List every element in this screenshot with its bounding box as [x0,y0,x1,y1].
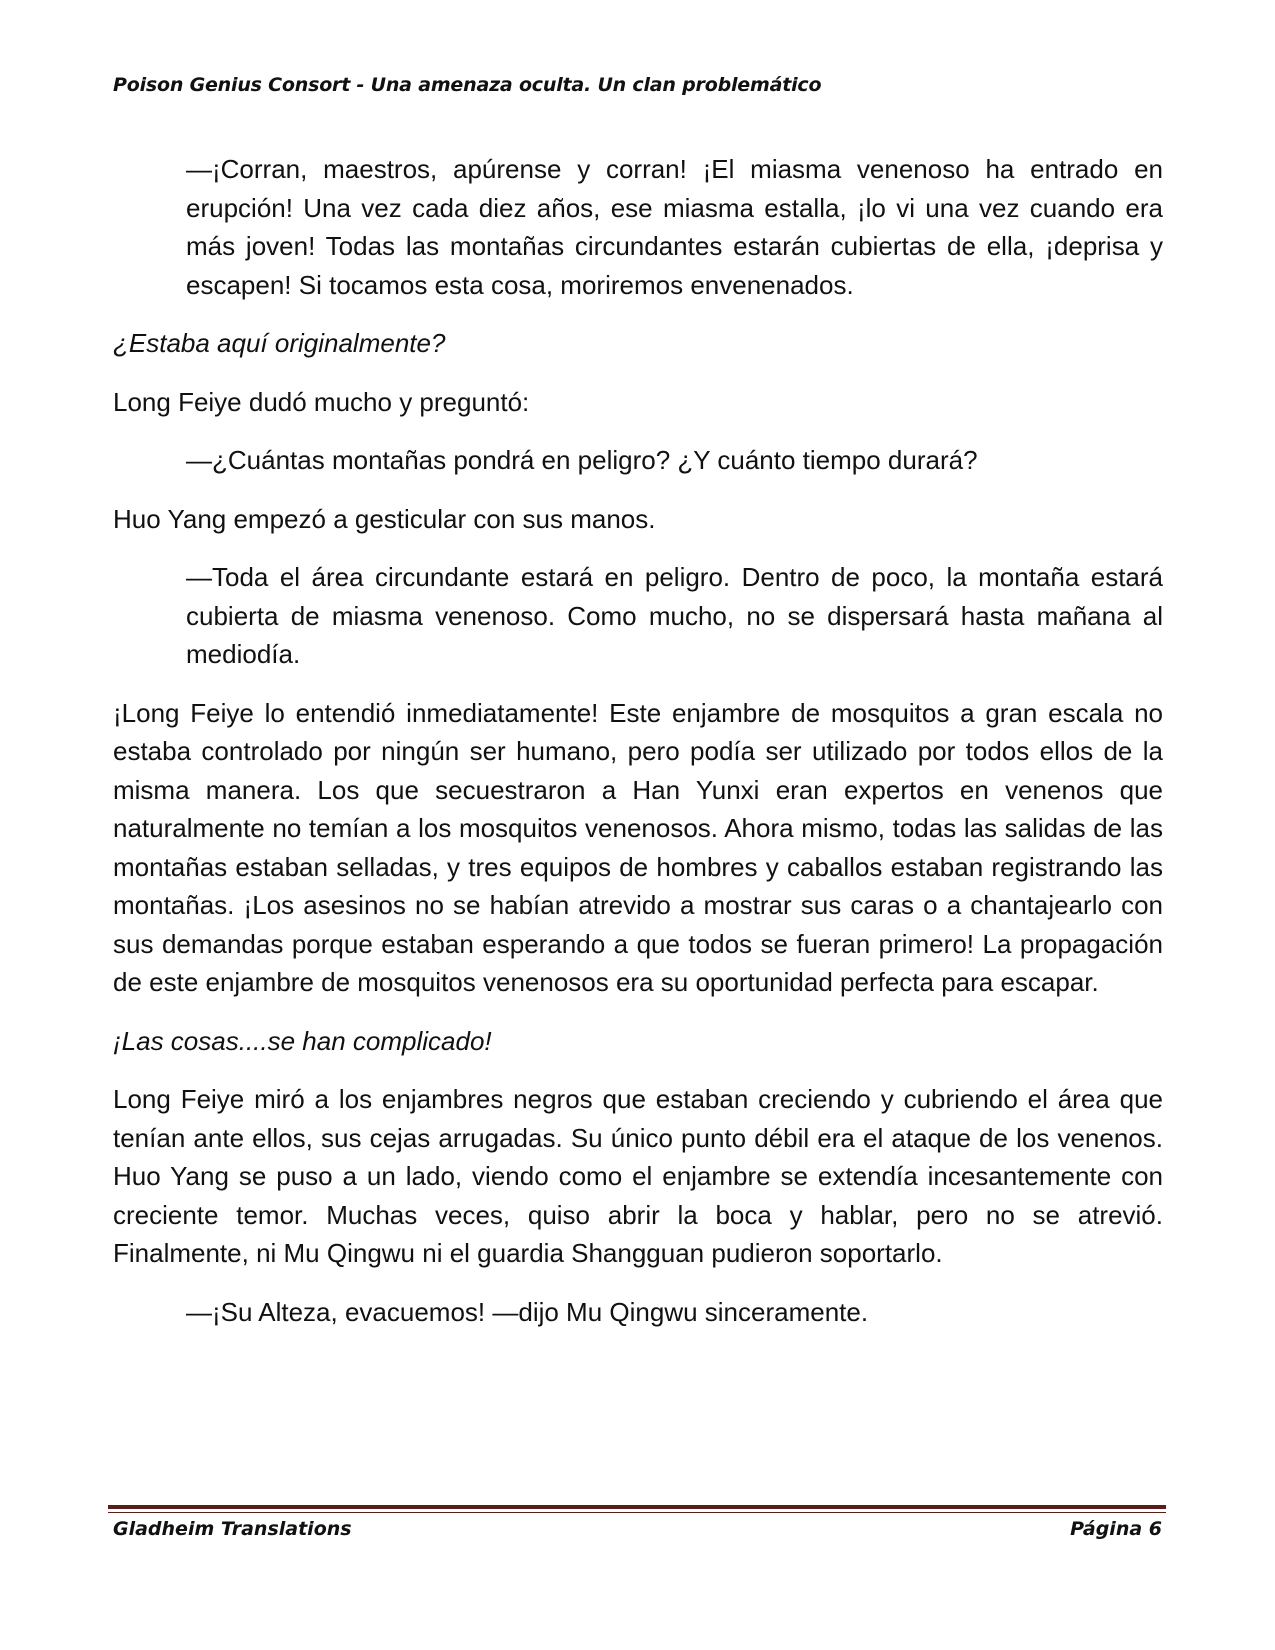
paragraph-dialogue: —¡Corran, maestros, apúrense y corran! ¡El miasma venenoso ha entrado en erupción! Una vez cada diez años, ese miasma estalla, ¡lo vi una vez cuando era más joven! Todas las montañas circundantes estarán cubiertas de ella, ¡deprisa y escapen! Si tocamos esta cosa, moriremos envenenados. [186,154,1163,300]
body-text [113,150,1163,1351]
paragraph-thought: ¿Estaba aquí originalmente? [113,328,446,358]
paragraph: Huo Yang empezó a gesticular con sus manos. [113,503,656,534]
paragraph-dialogue: —¡Su Alteza, evacuemos! —dijo Mu Qingwu sinceramente. [186,1296,869,1327]
paragraph: Long Feiye miró a los enjambres negros que estaban creciendo y cubriendo el área que tenían ante ellos, sus cejas arrugadas. Su único punto débil era el ataque de los venenos. Huo Yang se puso a un lado, viendo como el enjambre se extendía incesantemente con creciente temor. Muchas veces, quiso abrir la boca y hablar, pero no se atrevió. Finalmente, ni Mu Qingwu ni el guardia Shangguan pudieron soportarlo. [113,1084,1163,1268]
footer-rule [108,1505,1166,1513]
footer-rule-thick [108,1505,1166,1509]
paragraph-dialogue: —Toda el área circundante estará en peligro. Dentro de poco, la montaña estará cubierta de miasma venenoso. Como mucho, no se dispersará hasta mañana al mediodía. [186,562,1163,669]
page-number: Página 6 [1070,1518,1162,1540]
paragraph-dialogue: —¿Cuántas montañas pondrá en peligro? ¿Y cuánto tiempo durará? [186,445,978,475]
paragraph: Long Feiye dudó mucho y preguntó: [113,386,530,417]
paragraph-thought: ¡Las cosas....se han complicado! [113,1025,492,1056]
paragraph: ¡Long Feiye lo entendió inmediatamente! Este enjambre de mosquitos a gran escala no estaba controlado por ningún ser humano, pero podía ser utilizado por todos ellos de la misma manera. Los que secuestraron a Han Yunxi eran expertos en venenos que naturalmente no temían a los mosquitos venenosos. Ahora mismo, todas las salidas de las montañas estaban selladas, y tres equipos de hombres y caballos estaban registrando las montañas. ¡Los asesinos no se habían atrevido a mostrar sus caras o a chantajearlo con sus demandas porque estaban esperando a que todos se fueran primero! La propagación de este enjambre de mosquitos venenosos era su oportunidad perfecta para escapar. [113,697,1163,997]
footer-credit: Gladheim Translations [113,1518,352,1540]
running-header: Poison Genius Consort - Una amenaza oculta. Un clan problemático [113,74,822,96]
footer-rule-thin [108,1512,1166,1513]
